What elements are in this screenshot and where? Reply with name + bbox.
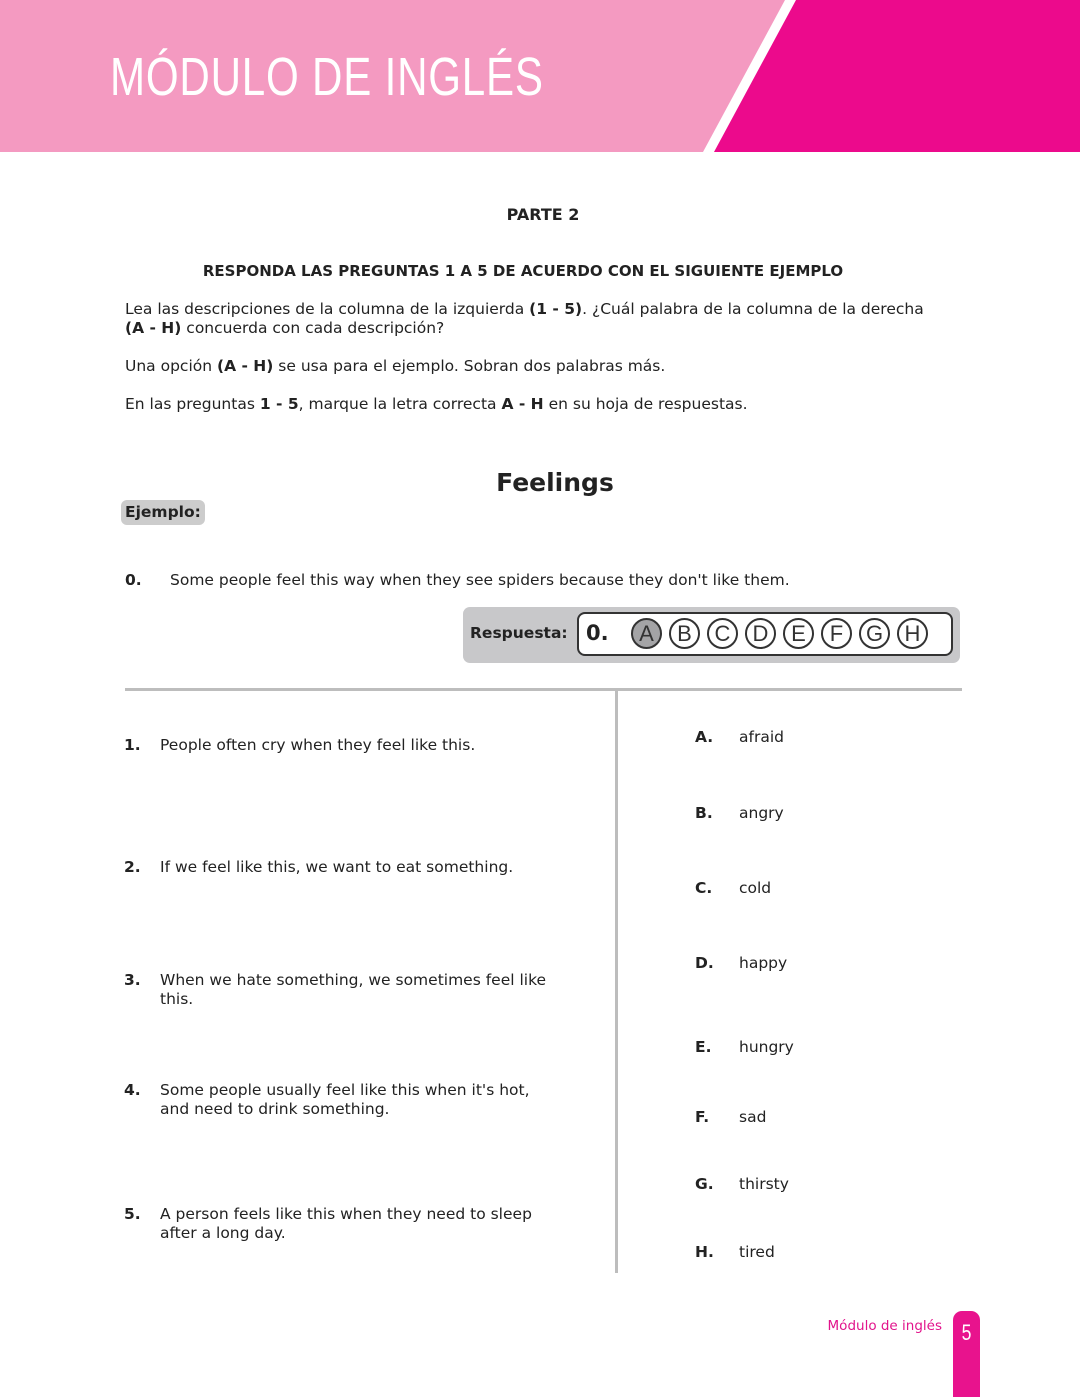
option-word: thirsty	[739, 1175, 789, 1193]
question-text: When we hate something, we sometimes feel like this.	[160, 971, 547, 1008]
option-word: afraid	[739, 728, 784, 746]
option-word: tired	[739, 1243, 775, 1261]
answer-number: 0.	[586, 621, 609, 645]
option-letter: C.	[695, 879, 713, 897]
instruction-title: RESPONDA LAS PREGUNTAS 1 A 5 DE ACUERDO CON EL SIGUIENTE EJEMPLO	[202, 262, 844, 280]
example-text: Some people feel this way when they see spiders because they don't like them.	[170, 571, 790, 589]
option-letter: H.	[695, 1243, 714, 1261]
answer-bubble-f[interactable]: F	[821, 618, 852, 649]
question-number: 5.	[124, 1205, 141, 1223]
option-word: hungry	[739, 1038, 794, 1056]
column-divider	[615, 690, 618, 1273]
answer-bubble-b[interactable]: B	[669, 618, 700, 649]
part-heading: PARTE 2	[506, 205, 580, 224]
example-badge: Ejemplo:	[121, 500, 205, 525]
page-header	[0, 0, 1080, 152]
module-title: MÓDULO DE INGLÉS	[110, 47, 544, 107]
answer-label: Respuesta:	[470, 624, 568, 642]
instruction-paragraph-1: Lea las descripciones de la columna de la izquierda (1 - 5). ¿Cuál palabra de la columna de la derecha (A - H) concuerda con cada descripción?	[125, 300, 924, 337]
answer-bubble-g[interactable]: G	[859, 618, 890, 649]
instruction-paragraph-3: En las preguntas 1 - 5, marque la letra correcta A - H en su hoja de respuestas.	[125, 395, 748, 413]
footer-label: Módulo de inglés	[827, 1318, 942, 1334]
option-word: angry	[739, 804, 784, 822]
option-letter: D.	[695, 954, 714, 972]
question-text: Some people usually feel like this when it's hot, and need to drink something.	[160, 1081, 530, 1118]
option-letter: G.	[695, 1175, 714, 1193]
instruction-paragraph-2: Una opción (A - H) se usa para el ejemplo. Sobran dos palabras más.	[125, 357, 666, 375]
question-number: 3.	[124, 971, 141, 989]
question-number: 2.	[124, 858, 141, 876]
option-word: sad	[739, 1108, 767, 1126]
question-text: If we feel like this, we want to eat something.	[160, 858, 514, 876]
question-number: 1.	[124, 736, 141, 754]
option-letter: A.	[695, 728, 714, 746]
answer-bubble-a[interactable]: A	[631, 618, 662, 649]
answer-bubble-e[interactable]: E	[783, 618, 814, 649]
question-text: People often cry when they feel like this.	[160, 736, 476, 754]
question-text: A person feels like this when they need to sleep after a long day.	[160, 1205, 532, 1242]
option-word: happy	[739, 954, 788, 972]
answer-bubble-h[interactable]: H	[897, 618, 928, 649]
answer-bubbles	[631, 618, 928, 649]
option-letter: B.	[695, 804, 713, 822]
question-number: 4.	[124, 1081, 141, 1099]
example-number: 0.	[125, 571, 142, 589]
answer-bubble-c[interactable]: C	[707, 618, 738, 649]
answer-bubble-d[interactable]: D	[745, 618, 776, 649]
horizontal-divider	[125, 688, 962, 691]
option-letter: F.	[695, 1108, 710, 1126]
option-word: cold	[739, 879, 772, 897]
page-number: 5	[961, 1320, 972, 1345]
topic-title: Feelings	[496, 468, 614, 497]
option-letter: E.	[695, 1038, 712, 1056]
